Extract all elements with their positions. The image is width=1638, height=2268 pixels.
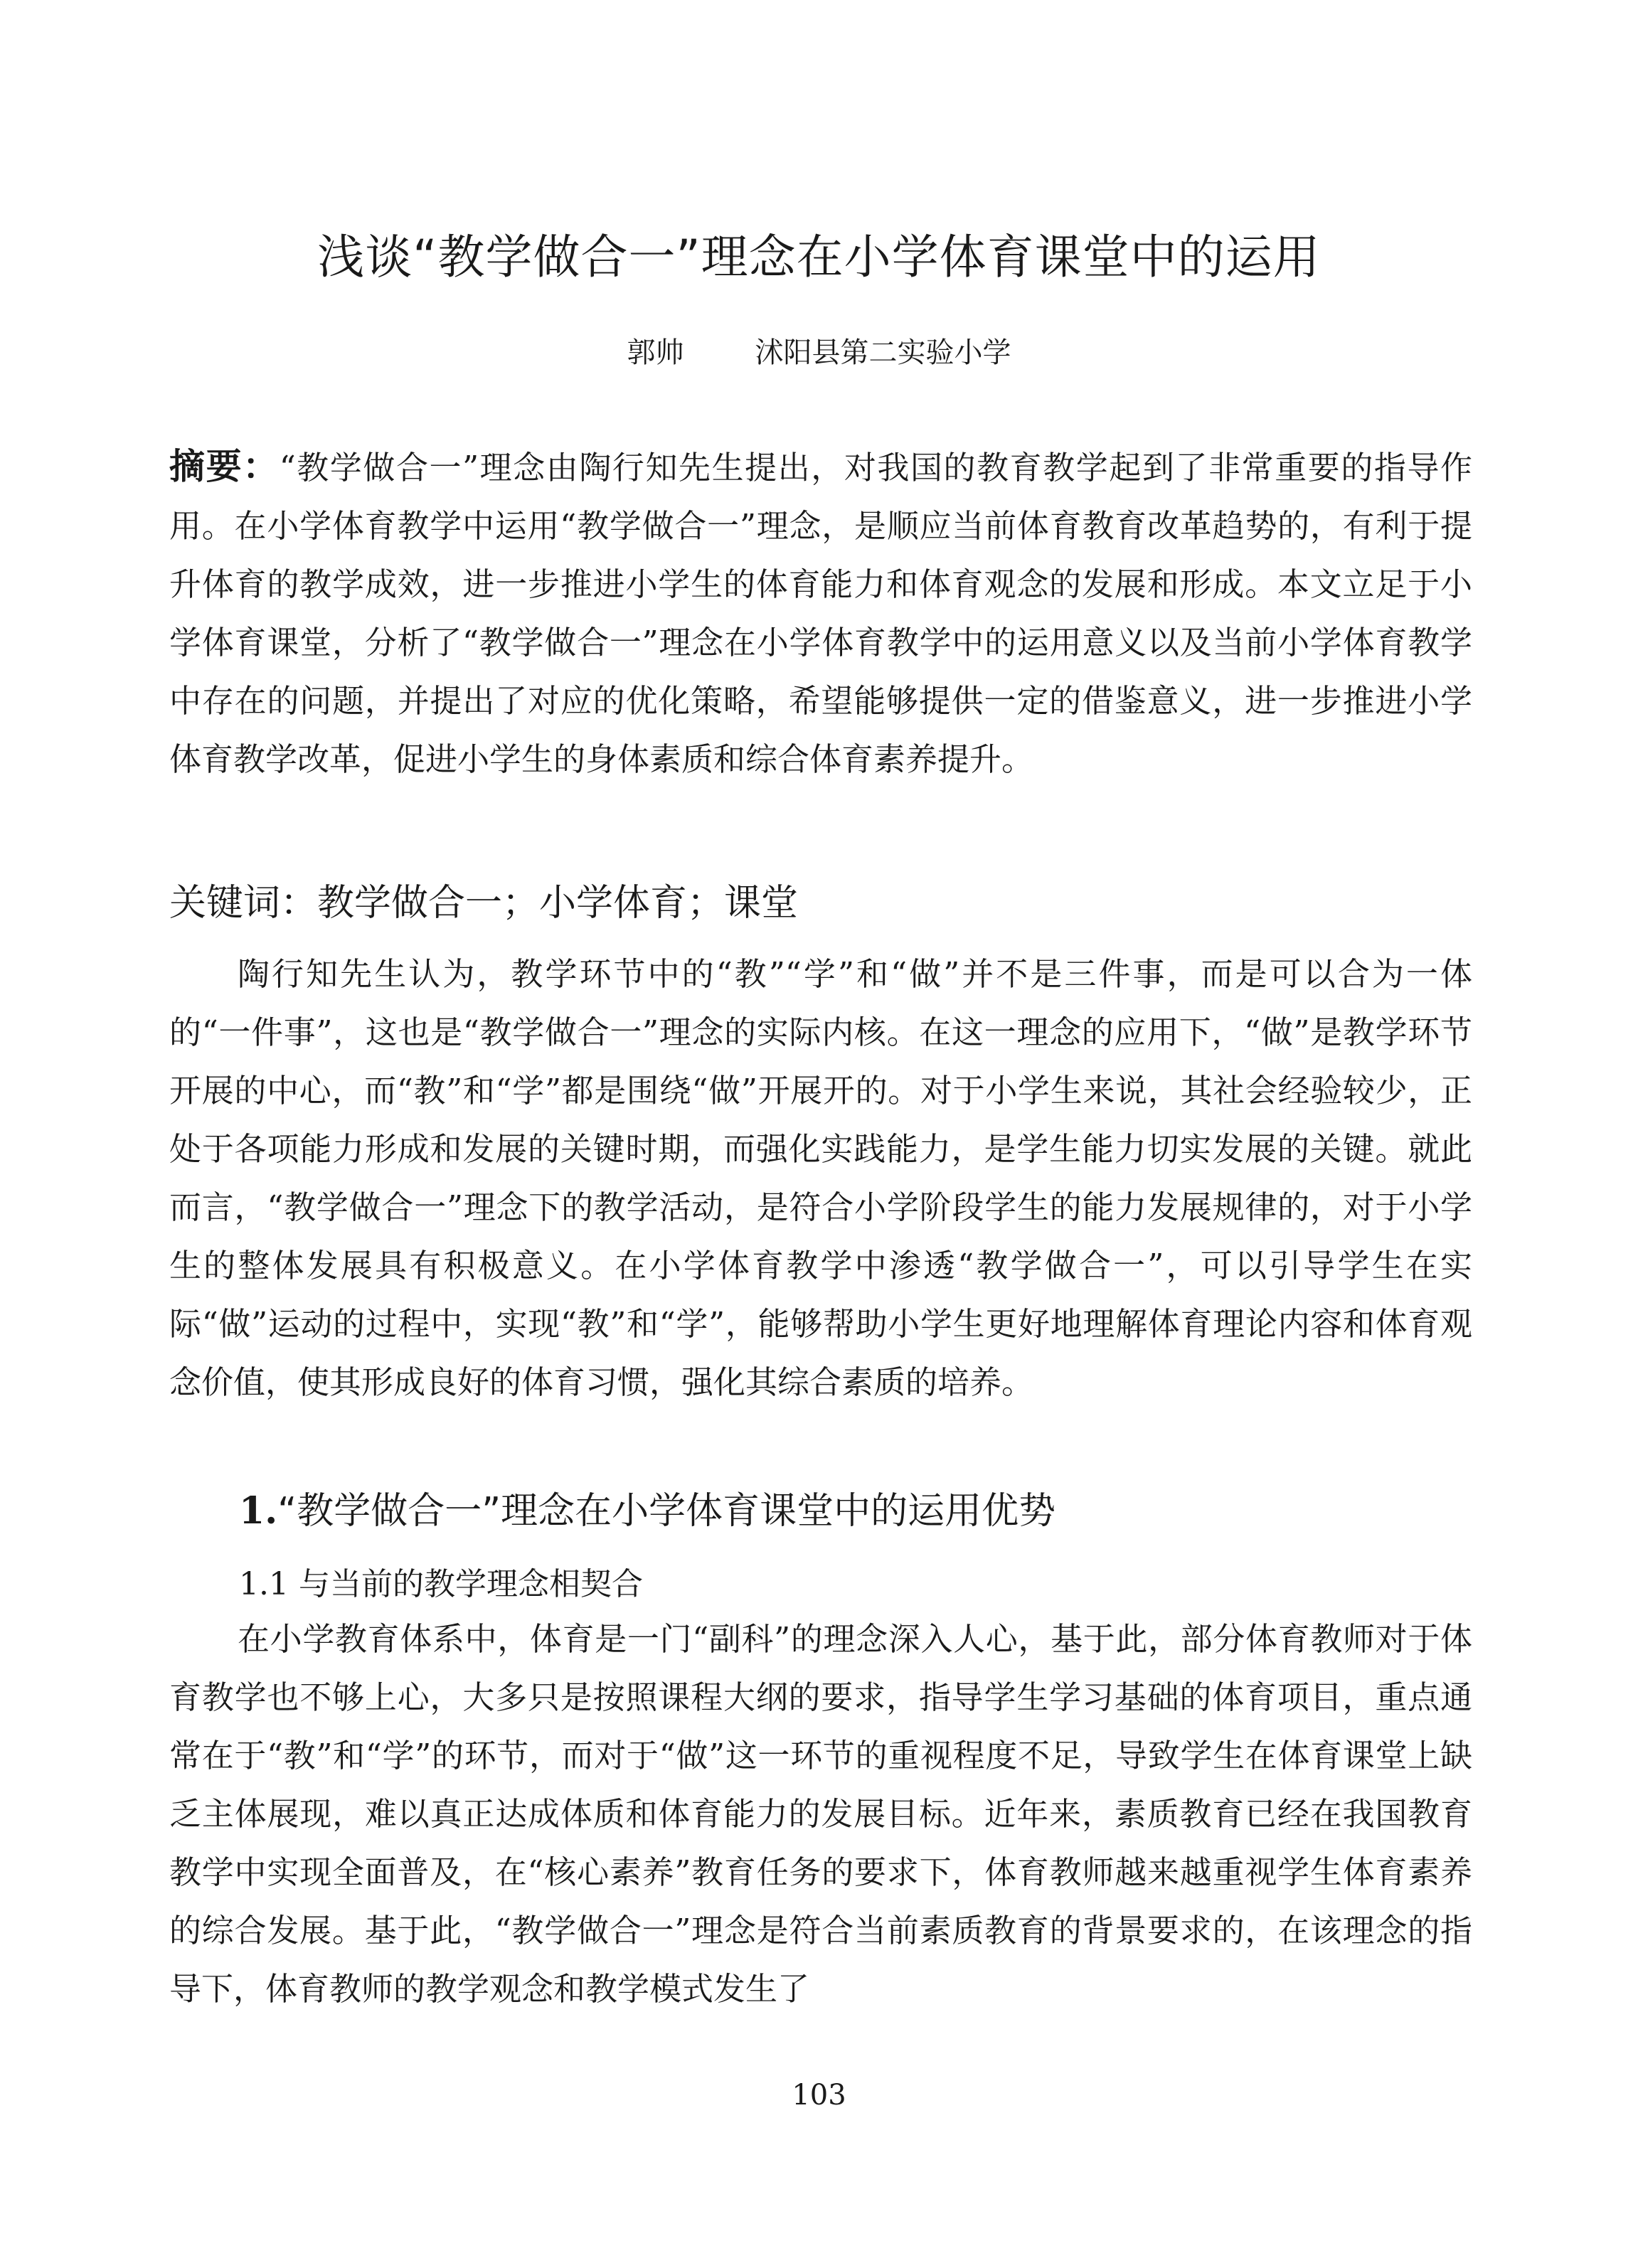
subsection-heading <box>239 1560 1472 1609</box>
abstract <box>169 437 1472 789</box>
author-name: 郭帅 <box>627 336 684 369</box>
author-affiliation: 沭阳县第二实验小学 <box>755 336 1011 369</box>
page-number: 103 <box>792 2079 846 2112</box>
page-title: 浅谈“教学做合一”理念在小学体育课堂中的运用 <box>317 230 1321 284</box>
subsection-number: 1.1 <box>239 1566 289 1602</box>
section-number: 1. <box>239 1489 278 1533</box>
byline <box>0 333 1638 373</box>
keywords: 关键词：教学做合一；小学体育；课堂 <box>169 882 799 925</box>
section-paragraph: 在小学教育体系中，体育是一门“副科”的理念深入人心，基于此，部分体育教师对于体育教学也不够上心，大多只是按照课程大纲的要求，指导学生学习基础的体育项目，重点通常在于“教”和“学”的环节，而对于“做”这一环节的重视程度不足，导致学生在体育课堂上缺乏主体展现，难以真正达成体质和体育能力的发展目标。近年来，素质教育已经在我国教育教学中实现全面普及，在“核心素养”教育任务的要求下，体育教师越来越重视学生体育素养的综合发展。基于此，“教学做合一”理念是符合当前素质教育的背景要求的，在该理念的指导下，体育教师的教学观念和教学模式发生了 <box>169 1620 1472 2008</box>
abstract-label: 摘要： <box>169 446 280 487</box>
section-title: “教学做合一”理念在小学体育课堂中的运用优势 <box>277 1490 1056 1533</box>
abstract-text: “教学做合一”理念由陶行知先生提出，对我国的教育教学起到了非常重要的指导作用。在小学体育教学中运用“教学做合一”理念，是顺应当前体育教育改革趋势的，有利于提升体育的教学成效，进一步推进小学生的体育能力和体育观念的发展和形成。本文立足于小学体育课堂，分析了“教学做合一”理念在小学体育教学中的运用意义以及当前小学体育教学中存在的问题，并提出了对应的优化策略，希望能够提供一定的借鉴意义，进一步推进小学体育教学改革，促进小学生的身体素质和综合体育素养提升。 <box>169 449 1473 778</box>
subsection-title: 与当前的教学理念相契合 <box>298 1566 643 1602</box>
intro-paragraph: 陶行知先生认为，教学环节中的“教”“学”和“做”并不是三件事，而是可以合为一体的“一件事”，这也是“教学做合一”理念的实际内核。在这一理念的应用下，“做”是教学环节开展的中心，而“教”和“学”都是围绕“做”开展开的。对于小学生来说，其社会经验较少，正处于各项能力形成和发展的关键时期，而强化实践能力，是学生能力切实发展的关键。就此而言，“教学做合一”理念下的教学活动，是符合小学阶段学生的能力发展规律的，对于小学生的整体发展具有积极意义。在小学体育教学中渗透“教学做合一”，可以引导学生在实际“做”运动的过程中，实现“教”和“学”，能够帮助小学生更好地理解体育理论内容和体育观念价值，使其形成良好的体育习惯，强化其综合素质的培养。 <box>169 955 1472 1401</box>
section-heading <box>239 1483 1472 1540</box>
